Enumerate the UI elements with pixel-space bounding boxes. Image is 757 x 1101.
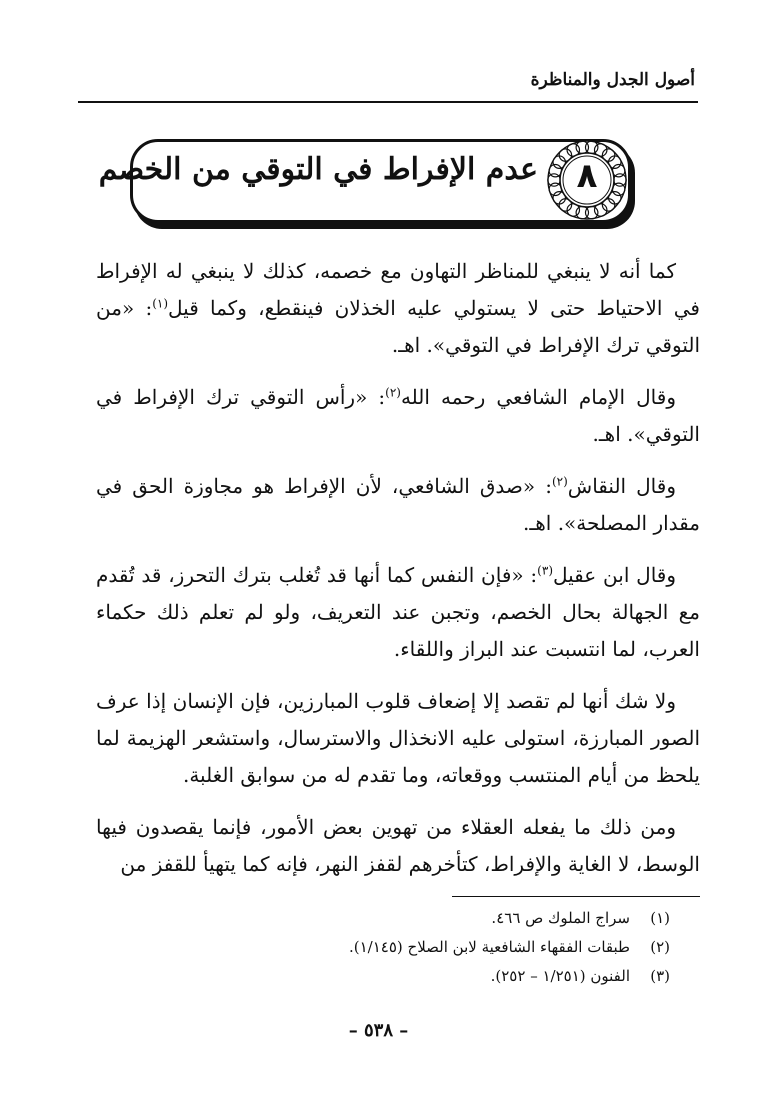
footnote-number: (٣) bbox=[650, 967, 670, 985]
footnote-ref[interactable]: (١) bbox=[152, 296, 169, 311]
paragraph-text: : «من التوقي ترك الإفراط في التوقي». اهـ. bbox=[96, 296, 700, 357]
paragraph-text: كما أنه لا ينبغي للمناظر التهاون مع خصمه، كذلك لا ينبغي له الإفراط في الاحتياط حتى لا يستولي عليه الخذلان فينقطع، وكما قيل bbox=[96, 259, 700, 320]
footnote-text: الفنون (١/٢٥١ – ٢٥٢). bbox=[490, 967, 630, 985]
running-header: أصول الجدل والمناظرة bbox=[530, 70, 695, 90]
paragraph-3 bbox=[96, 468, 700, 542]
footnotes bbox=[150, 904, 670, 991]
footnote-text: طبقات الفقهاء الشافعية لابن الصلاح (١/١٤٥). bbox=[349, 938, 630, 956]
footnote-ref[interactable]: (٢) bbox=[551, 474, 568, 489]
page-number: – ٥٣٨ – bbox=[348, 1020, 409, 1041]
header-rule bbox=[78, 101, 698, 103]
section-title: عدم الإفراط في التوقي من الخصم bbox=[98, 152, 538, 187]
footnote-2 bbox=[150, 933, 670, 962]
paragraph-text: : «صدق الشافعي، لأن الإفراط هو مجاوزة الحق في مقدار المصلحة». اهـ. bbox=[96, 474, 700, 535]
footnote-rule bbox=[452, 896, 700, 897]
paragraph-6: ومن ذلك ما يفعله العقلاء من تهوين بعض الأمور، فإنما يقصدون فيها الوسط، لا الغاية والإفراط، كتأخرهم لقفز النهر، فإنه كما يتهيأ للقفز من bbox=[96, 815, 700, 876]
paragraph-text: وقال النقاش bbox=[567, 474, 676, 498]
paragraph-5: ولا شك أنها لم تقصد إلا إضعاف قلوب المبارزين، فإن الإنسان إذا عرف الصور المبارزة، استولى عليه الانخذال والاسترسال، واستشعر الهزيمة لما يلحظ من أيام المنتسب ووقعاته، وما تقدم له من سوابق الغلبة. bbox=[96, 689, 700, 787]
footnote-number: (١) bbox=[650, 909, 670, 927]
paragraph-text: وقال ابن عقيل bbox=[553, 563, 677, 587]
footnote-3 bbox=[150, 962, 670, 991]
paragraph-text: وقال الإمام الشافعي رحمه الله bbox=[400, 385, 676, 409]
footnote-ref[interactable]: (٣) bbox=[537, 563, 553, 578]
footnote-number: (٢) bbox=[650, 938, 670, 956]
footnote-ref[interactable]: (٢) bbox=[385, 385, 401, 400]
paragraph-4 bbox=[96, 557, 700, 668]
section-number: ٨ bbox=[576, 156, 598, 196]
paragraph-text: : «رأس التوقي ترك الإفراط في التوقي». اهـ. bbox=[96, 385, 700, 446]
footnote-text: سراج الملوك ص ٤٦٦. bbox=[491, 909, 630, 927]
paragraph-2 bbox=[96, 379, 700, 453]
body-text bbox=[96, 253, 700, 898]
paragraph-1 bbox=[96, 253, 700, 364]
paragraph-text: : «فإن النفس كما أنها قد تُغلب بترك التحرز، قد تُقدم مع الجهالة بحال الخصم، وتجبن عند التعريف، ولو لم تعلم ذلك حكماء العرب، لما انتسبت عند البراز واللقاء. bbox=[96, 563, 700, 661]
footnote-1 bbox=[150, 904, 670, 933]
